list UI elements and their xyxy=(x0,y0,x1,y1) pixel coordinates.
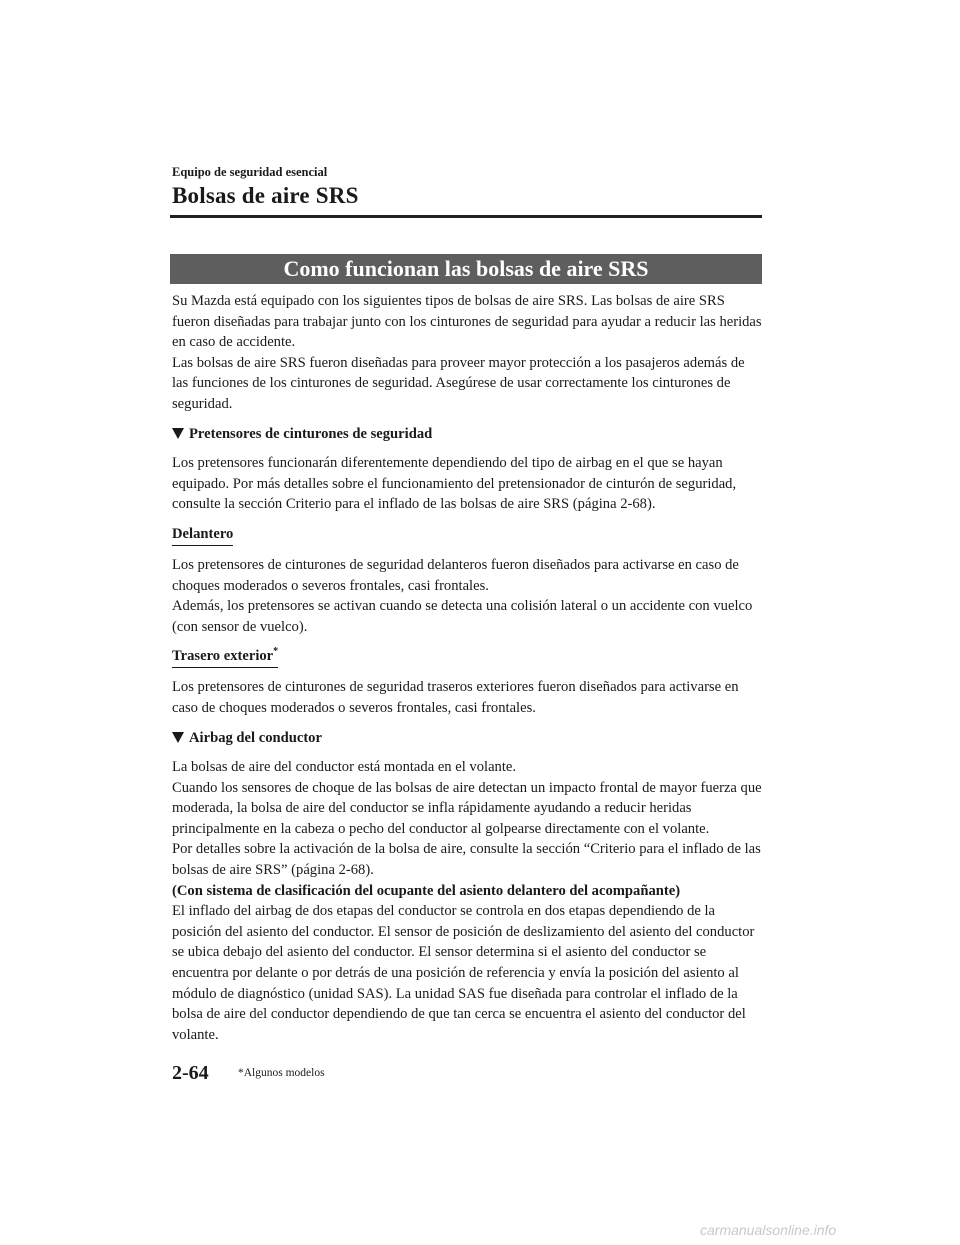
title-divider xyxy=(170,215,762,218)
airbag-paragraph-1: La bolsas de aire del conductor está montada en el volante. xyxy=(172,759,517,776)
optional-equipment-mark: * xyxy=(273,646,279,658)
triangle-bullet-icon xyxy=(172,428,184,439)
chapter-header: Equipo de seguridad esencial xyxy=(172,165,328,179)
triangle-bullet-icon xyxy=(172,732,184,743)
airbag-conductor-heading-text: Airbag del conductor xyxy=(189,729,322,746)
trasero-paragraph: Los pretensores de cinturones de seguridad traseros exteriores fueron diseñados para activarse en caso de choques moderados o severos frontales, casi frontales. xyxy=(172,679,739,716)
intro-paragraph-1: Su Mazda está equipado con los siguientes tipos de bolsas de aire SRS. Las bolsas de aire SRS fueron diseñadas para trabajar junto con los cinturones de seguridad para ayudar a reducir las heridas en caso de accidente. xyxy=(172,293,762,351)
trasero-label xyxy=(172,647,278,668)
pretensores-paragraph: Los pretensores funcionarán diferentemente dependiendo del tipo de airbag en el que se hayan equipado. Por más detalles sobre el funcionamiento del pretensionador de cinturón de seguridad, consulte la sección Criterio para el inflado de las bolsas de aire SRS (página 2-68). xyxy=(172,455,737,513)
delantero-paragraph-2: Además, los pretensores se activan cuando se detecta una colisión lateral o un accidente con vuelco (con sensor de vuelco). xyxy=(172,598,753,635)
intro-paragraph-2: Las bolsas de aire SRS fueron diseñadas para proveer mayor protección a los pasajeros además de las funciones de los cinturones de seguridad. Asegúrese de usar correctamente los cinturones de seguridad. xyxy=(172,354,745,412)
body-content xyxy=(172,291,762,1045)
airbag-conductor-heading xyxy=(172,728,762,749)
topic-banner: Como funcionan las bolsas de aire SRS xyxy=(170,254,762,284)
pretensores-heading xyxy=(172,424,762,445)
page-number: 2-64 xyxy=(172,1062,209,1084)
airbag-paragraph-4: El inflado del airbag de dos etapas del conductor se controla en dos etapas dependiendo de la posición del asiento del conductor. El sensor de posición de deslizamiento del asiento del conductor se ubica debajo del asiento del conductor. El sensor determina si el asiento del conductor se encuentra por delante o por detrás de una posición de referencia y envía la posición del asiento al módulo de diagnóstico (unidad SAS). La unidad SAS fue diseñada para controlar el inflado de la bolsa de aire del conductor dependiendo de que tan cerca se encuentra el asiento del conductor del volante. xyxy=(172,903,755,1043)
trasero-label-text: Trasero exterior xyxy=(172,648,274,665)
pretensores-heading-text: Pretensores de cinturones de seguridad xyxy=(189,425,433,442)
section-title: Bolsas de aire SRS xyxy=(172,183,359,208)
airbag-bold-note: (Con sistema de clasificación del ocupante del asiento delantero del acompañante) xyxy=(172,882,681,899)
airbag-paragraph-2: Cuando los sensores de choque de las bolsas de aire detectan un impacto frontal de mayor fuerza que moderada, la bolsa de aire del conductor se infla rápidamente ayudando a reducir heridas principalmente en la cabeza o pecho del conductor al golpearse directamente con el volante. xyxy=(172,779,762,837)
delantero-paragraph-1: Los pretensores de cinturones de seguridad delanteros fueron diseñados para activarse en caso de choques moderados o severos frontales, casi frontales. xyxy=(172,556,739,594)
footnote: *Algunos modelos xyxy=(238,1067,325,1079)
delantero-label: Delantero xyxy=(172,525,233,546)
airbag-paragraph-3: Por detalles sobre la activación de la bolsa de aire, consulte la sección “Criterio para el inflado de las bolsas de aire SRS” (página 2-68). xyxy=(172,841,761,879)
watermark: carmanualsonline.info xyxy=(700,1222,837,1238)
